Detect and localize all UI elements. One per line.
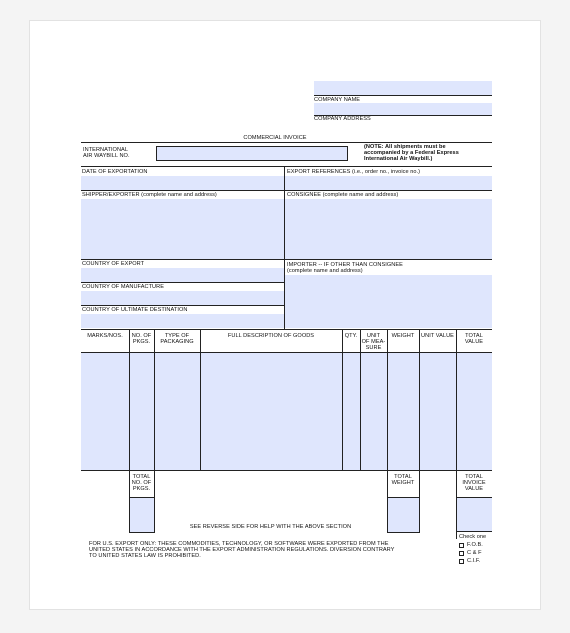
check-one-label: Check one	[459, 534, 487, 540]
importer-label-line1: IMPORTER -- IF OTHER THAN CONSIGNEE	[287, 262, 403, 268]
description-column-field[interactable]	[201, 353, 342, 470]
importer-field[interactable]	[285, 275, 492, 328]
total-invoice-value-line3: VALUE	[464, 486, 484, 492]
unit-column-field[interactable]	[361, 353, 387, 470]
header-weight: WEIGHT	[391, 333, 415, 339]
pkgs-column-field[interactable]	[130, 353, 154, 470]
total-weight-field[interactable]	[388, 498, 419, 532]
unit-value-column-field[interactable]	[420, 353, 456, 470]
header-pkgs-line2: PKGS.	[132, 339, 151, 345]
note-line3: International Air Waybill.)	[364, 156, 433, 162]
awb-label-line2: AIR WAYBILL NO.	[83, 153, 130, 159]
consignee-field[interactable]	[285, 199, 492, 259]
country-of-export-label: COUNTRY OF EXPORT	[82, 261, 145, 267]
header-description: FULL DESCRIPTION OF GOODS	[227, 333, 315, 339]
header-qty: QTY.	[344, 333, 358, 339]
export-references-field[interactable]	[285, 176, 492, 190]
invoice-title: COMMERCIAL INVOICE	[243, 135, 307, 141]
country-of-destination-label: COUNTRY OF ULTIMATE DESTINATION	[82, 307, 188, 313]
company-address-label: COMPANY ADDRESS	[314, 116, 371, 122]
total-pkgs-line2: NO. OF	[131, 480, 152, 486]
shipper-field[interactable]	[81, 199, 284, 259]
awb-label-line1: INTERNATIONAL	[83, 147, 128, 153]
total-pkgs-field[interactable]	[130, 498, 154, 532]
header-pkgs-line1: NO. OF	[131, 333, 152, 339]
header-unit-line3: SURE	[365, 345, 382, 351]
header-unit-line2: OF MEA-	[361, 339, 386, 345]
consignee-label: CONSIGNEE (complete name and address)	[287, 192, 399, 198]
cif-checkbox[interactable]	[459, 559, 464, 564]
date-of-exportation-field[interactable]	[81, 176, 284, 190]
air-waybill-number-field[interactable]	[156, 146, 348, 161]
cf-label: C & F	[467, 550, 482, 556]
total-pkgs-line1: TOTAL	[132, 474, 151, 480]
header-marks: MARKS/NOS.	[87, 333, 123, 339]
commercial-invoice-page	[29, 20, 541, 610]
fob-label: F.O.B.	[467, 542, 483, 548]
export-note-line3: TO UNITED STATES LAW IS PROHIBITED.	[89, 553, 201, 559]
date-of-exportation-label: DATE OF EXPORTATION	[82, 169, 148, 175]
fob-checkbox[interactable]	[459, 543, 464, 548]
shipper-label: SHIPPER/EXPORTER (complete name and address)	[82, 192, 217, 198]
total-invoice-value-line2: INVOICE	[462, 480, 486, 486]
country-of-destination-field[interactable]	[81, 314, 284, 328]
header-total-value-line2: VALUE	[464, 339, 484, 345]
header-packaging-line1: TYPE OF	[164, 333, 190, 339]
total-pkgs-line3: PKGS.	[132, 486, 151, 492]
total-invoice-value-line1: TOTAL	[465, 474, 483, 480]
reverse-side-note: SEE REVERSE SIDE FOR HELP WITH THE ABOVE SECTION	[189, 524, 352, 530]
total-invoice-value-field[interactable]	[457, 498, 492, 531]
cf-checkbox[interactable]	[459, 551, 464, 556]
company-name-label: COMPANY NAME	[314, 97, 361, 103]
header-unit-line1: UNIT	[366, 333, 381, 339]
importer-label-line2: (complete name and address)	[287, 268, 363, 274]
export-note-line2: UNITED STATES IN ACCORDANCE WITH THE EXPORT ADMINISTRATION REGULATIONS. DIVERSION CONTRARY	[89, 547, 395, 553]
note-line2: accompanied by a Federal Express	[364, 150, 459, 156]
company-address-field[interactable]	[314, 103, 492, 115]
export-note-line1: FOR U.S. EXPORT ONLY: THESE COMMODITIES, TECHNOLOGY, OR SOFTWARE WERE EXPORTED FROM THE	[89, 541, 389, 547]
header-packaging-line2: PACKAGING	[160, 339, 194, 345]
cif-label: C.I.F.	[467, 558, 481, 564]
country-of-export-field[interactable]	[81, 268, 284, 282]
marks-column-field[interactable]	[81, 353, 129, 470]
note-line1: (NOTE: All shipments must be	[364, 144, 446, 150]
header-total-value-line1: TOTAL	[465, 333, 483, 339]
qty-column-field[interactable]	[343, 353, 360, 470]
weight-column-field[interactable]	[388, 353, 419, 470]
total-weight-line1: TOTAL	[394, 474, 412, 480]
export-references-label: EXPORT REFERENCES (i.e., order no., invoice no.)	[287, 169, 421, 175]
total-value-column-field[interactable]	[457, 353, 492, 470]
country-of-manufacture-field[interactable]	[81, 291, 284, 305]
packaging-column-field[interactable]	[155, 353, 200, 470]
total-weight-line2: WEIGHT	[391, 480, 415, 486]
company-name-field[interactable]	[314, 81, 492, 95]
country-of-manufacture-label: COUNTRY OF MANUFACTURE	[82, 284, 165, 290]
header-unit-value: UNIT VALUE	[421, 333, 454, 339]
